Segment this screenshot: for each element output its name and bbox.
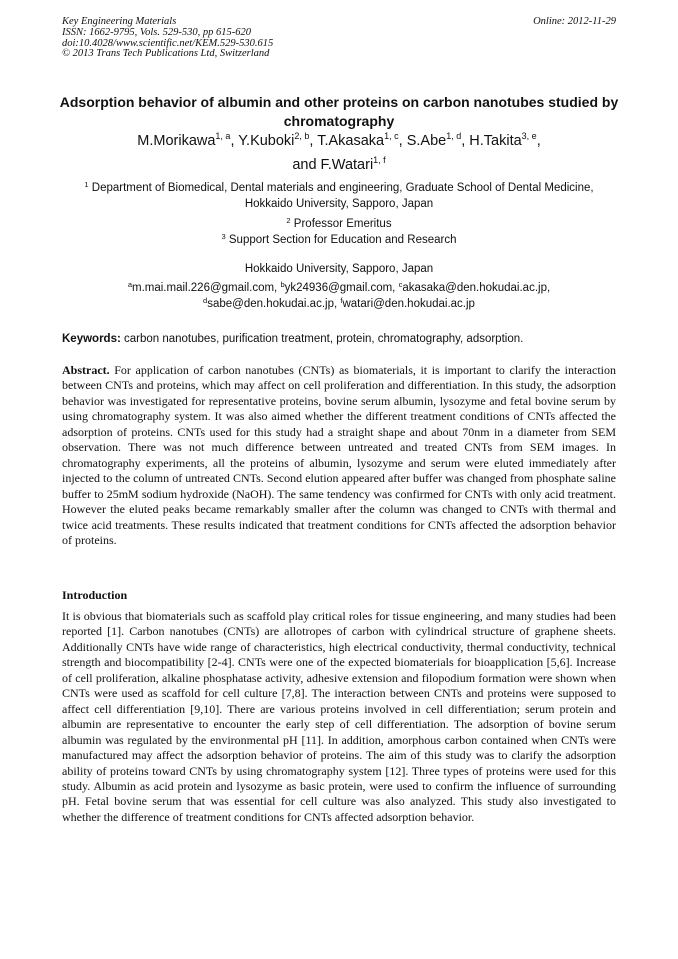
author-sup: 3, e xyxy=(521,131,537,141)
email-link[interactable]: watari@den.hokudai.ac.jp xyxy=(342,297,475,310)
author-name: and F.Watari xyxy=(292,157,374,173)
copyright-line: © 2013 Trans Tech Publications Ltd, Switzerland xyxy=(62,48,270,60)
affiliation-text: Professor Emeritus xyxy=(293,218,392,230)
author-line-1 xyxy=(60,129,618,153)
affiliation-2-3 xyxy=(60,217,618,248)
author-sup: 2, b xyxy=(294,131,310,141)
affiliation-4: Hokkaido University, Sapporo, Japan xyxy=(244,263,434,275)
affiliation-text: Department of Biomedical, Dental materials and engineering, Graduate School of Dental Medicine, Hokkaido University, Sapporo, Japan xyxy=(91,182,594,210)
author-line-2 xyxy=(60,153,618,177)
abstract-text: For application of carbon nanotubes (CNTs) as biomaterials, it is important to clarify the interaction between CNTs and proteins, which may affect on cell proliferation and differentiation. In this study, the adsorption behavior was investigated for representative proteins, bovine serum albumin, lysozyme and fetal bovine serum by using chromatography system. It was also aimed whether the different treatment conditions of CNTs affected the adsorption of proteins. CNTs used for this study had a straight shape and about 70nm in a diameter from SEM observation. There was not much difference between untreated and treated CNTs from SEM images. In chromatography experiments, all the proteins of albumin, lysozyme and serum were eluted immediately after injected to the column of untreated CNTs. Second elution appeared after buffer was changed from phosphate saline buffer to 25mM sodium hydroxide (NaOH). The same tendency was confirmed for CNTs with only acid treatment. However the eluted peaks became remarkably smaller after the column was changed to CNTs with thermal and twice acid treatments. These results indicated that treatment conditions for CNTs affected the adsorption behavior of proteins. xyxy=(62,363,616,547)
author-list xyxy=(60,129,618,177)
affiliation-text: Support Section for Education and Research xyxy=(228,233,457,246)
email-link[interactable]: yk24936@gmail.com, xyxy=(284,282,399,294)
author-name: T.Akasaka xyxy=(317,133,385,149)
email-link[interactable]: m.mai.mail.226@gmail.com, xyxy=(132,282,281,294)
author-name: S.Abe xyxy=(406,133,447,149)
journal-name: Key Engineering Materials xyxy=(62,16,177,27)
paper-title: Adsorption behavior of albumin and other proteins on carbon nanotubes studied by chromatography xyxy=(59,94,619,129)
introduction-text: It is obvious that biomaterials such as scaffold play critical roles for tissue engineering, and many studies had been reported [1]. Carbon nanotubes (CNTs) are allotropes of carbon with cylindrical structure of graphene sheets. Additionally CNTs have wide range of characteristics, high electrical conductivity, thermal conductivity, technical strength and biocompatibility [2-4]. CNTs were one of the expected biomaterials for bioapplication [5,6]. Increase of cell proliferation, alkaline phosphatase activity, adhesive extension and filopodium formation were shown when CNTs were used as scaffold for cell culture [7,8]. The interaction between CNTs and proteins were supposed to affect cell differentiation [9,10]. There are various proteins involved in cell differentiation; serum protein and albumin are representative to encounter the early step of cell differentiation. The adsorption of bovine serum albumin was regulated by the environmental pH [11]. In addition, amorphous carbon contained when CNTs were manufactured may affect the adsorption behavior of proteins. The aim of this study was to clarify the adsorption ability of proteins toward CNTs by using chromatography system [12]. Three types of proteins were used for this study. Albumin as acid protein and lysozyme as basic protein, were used to confirm the influence of surrounding pH. Fetal bovine serum that was essential for cell culture was also analyzed. This study also investigated to whether the difference of treatment conditions for CNTs affected adsorption behavior. xyxy=(62,609,616,824)
email-line-1 xyxy=(60,281,618,297)
email-sup: d xyxy=(203,295,208,305)
doi-line: doi:10.4028/www.scientific.net/KEM.529-530.615 xyxy=(62,37,274,49)
affiliation-3 xyxy=(60,233,618,249)
keywords-text: carbon nanotubes, purification treatment, protein, chromatography, adsorption. xyxy=(120,333,524,345)
introduction-heading: Introduction xyxy=(62,588,128,602)
abstract xyxy=(62,363,616,548)
affiliation-2 xyxy=(60,217,618,233)
keywords xyxy=(62,332,622,347)
author-name: Y.Kuboki xyxy=(238,133,295,149)
author-separator: , xyxy=(309,133,318,149)
email-list xyxy=(60,281,618,312)
abstract-label: Abstract. xyxy=(62,363,110,377)
journal-header xyxy=(62,17,273,60)
author-sup: 1, a xyxy=(215,131,231,141)
email-sup: c xyxy=(398,280,403,289)
email-sup: f xyxy=(340,295,343,305)
email-sup: b xyxy=(280,280,285,289)
author-separator: , xyxy=(230,133,239,149)
author-sup: 1, d xyxy=(446,131,462,141)
affiliation-1 xyxy=(60,181,618,212)
affiliation-sup: 3 xyxy=(221,231,226,241)
author-separator: , xyxy=(536,133,541,149)
affiliation-sup: 1 xyxy=(84,180,89,189)
author-sup: 1, c xyxy=(384,131,399,141)
issn-line: ISSN: 1662-9795, Vols. 529-530, pp 615-620 xyxy=(62,26,251,38)
affiliation-sup: 2 xyxy=(286,216,291,225)
keywords-label: Keywords: xyxy=(62,333,121,345)
author-separator: , xyxy=(398,133,407,149)
email-line-2 xyxy=(60,297,618,313)
author-separator: , xyxy=(461,133,470,149)
email-sup: a xyxy=(127,280,132,289)
author-sup: 1, f xyxy=(373,155,386,165)
author-name: H.Takita xyxy=(469,133,522,149)
email-link[interactable]: akasaka@den.hokudai.ac.jp, xyxy=(402,282,551,294)
online-date: Online: 2012-11-29 xyxy=(533,16,616,27)
email-link[interactable]: sabe@den.hokudai.ac.jp, xyxy=(207,297,341,310)
author-name: M.Morikawa xyxy=(137,133,216,149)
